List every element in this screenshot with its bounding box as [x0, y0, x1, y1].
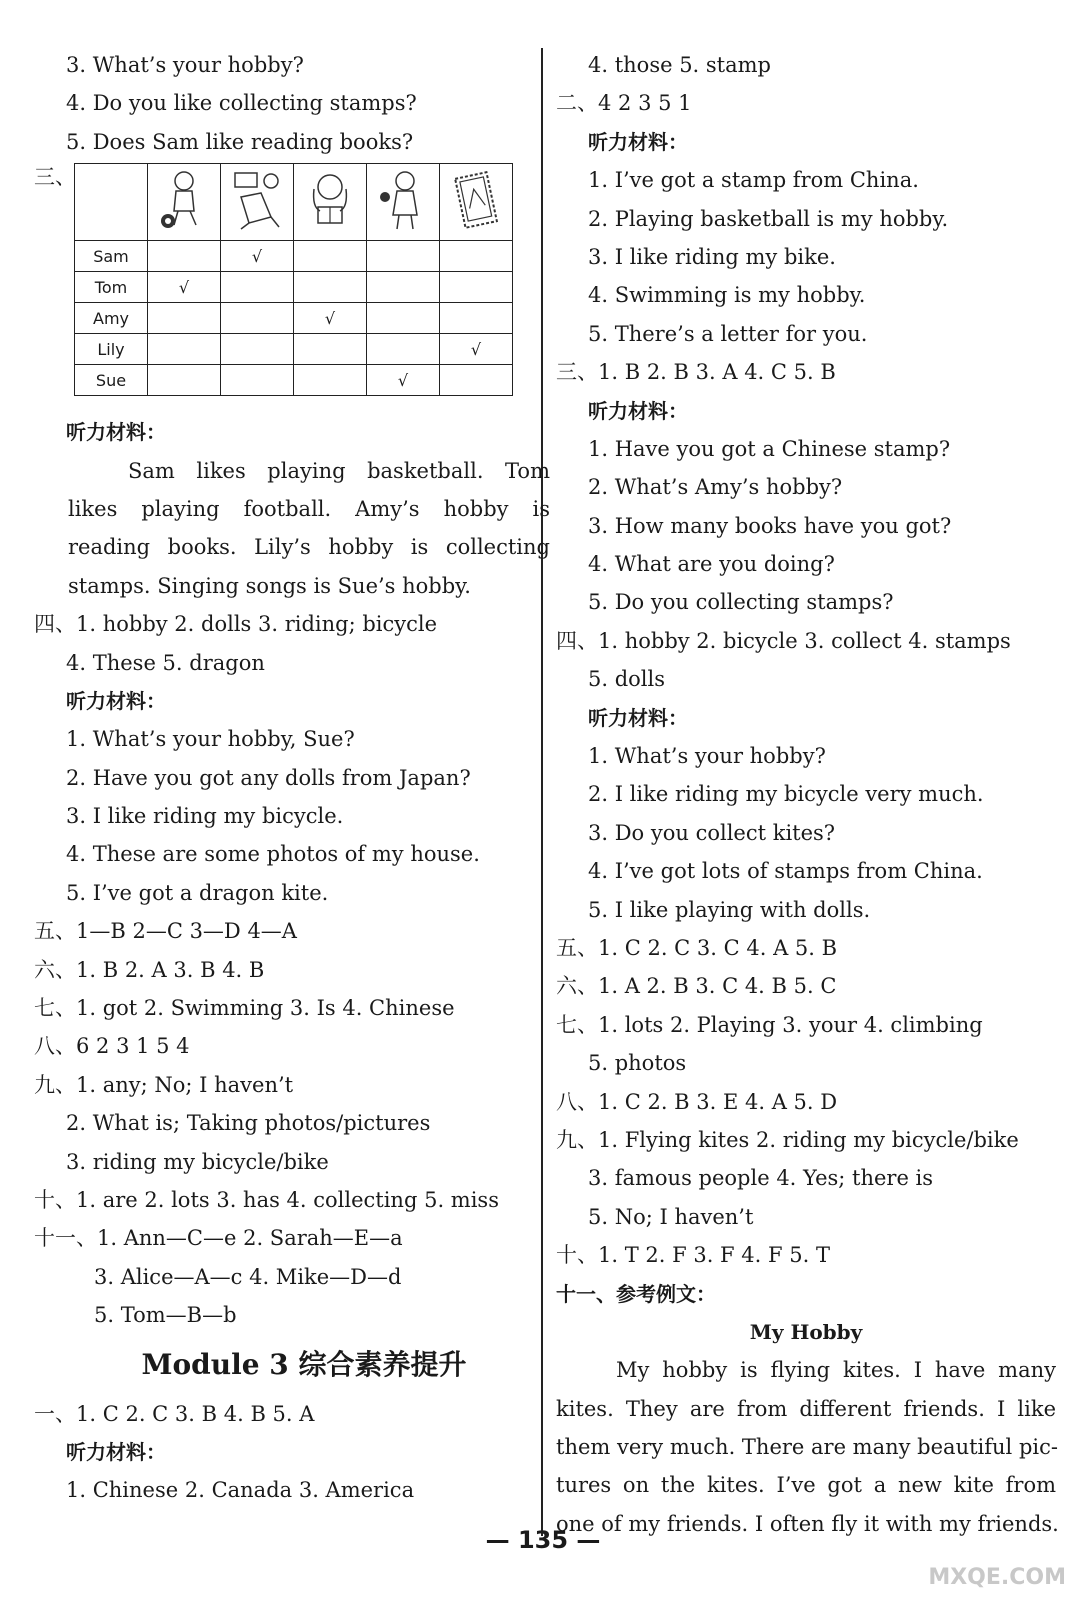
- essay-line: one of my friends. I often fly it with my friends.: [556, 1511, 1059, 1536]
- answer-line: 二、4 2 3 5 1: [556, 91, 692, 116]
- check-cell: [148, 241, 221, 272]
- answer-line: 1. I’ve got a stamp from China.: [588, 168, 919, 193]
- paragraph-line: reading books. Lily’s hobby is collecting: [68, 535, 550, 560]
- answer-line: 3. Alice—A—c 4. Mike—D—d: [94, 1264, 402, 1289]
- table-row: [75, 365, 513, 396]
- answer-line: 5. There’s a letter for you.: [588, 321, 868, 346]
- row-name: Sue: [75, 365, 148, 396]
- check-cell: [367, 272, 440, 303]
- hobby-table-block: [34, 161, 534, 413]
- check-cell: [294, 365, 367, 396]
- check-cell: √: [294, 303, 367, 334]
- check-cell: √: [221, 241, 294, 272]
- answer-line: 四、1. hobby 2. dolls 3. riding; bicycle: [34, 612, 438, 637]
- stamp-picture: [440, 164, 513, 241]
- answer-line: 五、1. C 2. C 3. C 4. A 5. B: [556, 935, 838, 960]
- answer-line: 十、1. T 2. F 3. F 4. F 5. T: [556, 1243, 830, 1268]
- check-cell: [294, 334, 367, 365]
- answer-line: 4. Swimming is my hobby.: [588, 283, 866, 308]
- answer-line: 4. Do you like collecting stamps?: [66, 91, 417, 116]
- answer-line: 七、1. lots 2. Playing 3. your 4. climbing: [556, 1012, 983, 1037]
- listening-heading: 听力材料：: [66, 1439, 166, 1464]
- check-cell: [294, 241, 367, 272]
- check-cell: √: [148, 272, 221, 303]
- check-cell: [367, 241, 440, 272]
- answer-line: 四、1. hobby 2. bicycle 3. collect 4. stamps: [556, 628, 1011, 653]
- answer-line: 九、1. Flying kites 2. riding my bicycle/bike: [556, 1127, 1019, 1152]
- answer-line: 3. How many books have you got?: [588, 513, 952, 538]
- page-number: — 135 —: [485, 1526, 601, 1554]
- listening-heading: 听力材料：: [588, 705, 688, 730]
- boy-football-icon: [154, 167, 214, 233]
- listening-heading: 听力材料：: [66, 688, 166, 713]
- answer-line: 4. I’ve got lots of stamps from China.: [588, 859, 983, 884]
- answer-line: 2. I like riding my bicycle very much.: [588, 782, 984, 807]
- check-cell: [367, 334, 440, 365]
- check-cell: [440, 241, 513, 272]
- answer-line: 2. Have you got any dolls from Japan?: [66, 765, 471, 790]
- answer-line: 3. I like riding my bike.: [588, 244, 836, 269]
- answer-line: 十一、1. Ann—C—e 2. Sarah—E—a: [34, 1226, 403, 1251]
- answer-line: 3. riding my bicycle/bike: [66, 1149, 329, 1174]
- check-cell: √: [440, 334, 513, 365]
- column-divider: [541, 48, 543, 1536]
- essay-line: My hobby is flying kites. I have many: [616, 1358, 1056, 1383]
- section-marker: 三、: [34, 165, 76, 190]
- answer-line: 2. What’s Amy’s hobby?: [588, 475, 843, 500]
- answer-line: 八、6 2 3 1 5 4: [34, 1034, 190, 1059]
- essay-title: My Hobby: [749, 1319, 863, 1344]
- girl-reading-icon: [300, 167, 360, 233]
- check-cell: [148, 334, 221, 365]
- answer-line: 5. No; I haven’t: [588, 1204, 754, 1229]
- stamp-icon: [446, 167, 506, 233]
- essay-line: tures on the kites. I’ve got a new kite from: [556, 1473, 1056, 1498]
- paragraph-line: likes playing football. Amy’s hobby is: [68, 496, 550, 521]
- basketball-player-icon: [227, 167, 287, 233]
- watermark: MXQE.COM: [928, 1565, 1066, 1590]
- listening-heading: 听力材料：: [588, 129, 688, 154]
- answer-line: 1. What’s your hobby?: [588, 744, 826, 769]
- answer-line: 1. Chinese 2. Canada 3. America: [66, 1478, 415, 1503]
- answer-line: 六、1. B 2. A 3. B 4. B: [34, 957, 265, 982]
- check-cell: [221, 334, 294, 365]
- listening-heading: 听力材料：: [588, 398, 688, 423]
- answer-line: 3. famous people 4. Yes; there is: [588, 1166, 934, 1191]
- essay-heading: 十一、参考例文：: [556, 1281, 716, 1306]
- answer-line: 3. What’s your hobby?: [66, 53, 304, 77]
- check-cell: √: [367, 365, 440, 396]
- check-cell: [367, 303, 440, 334]
- singing-picture: [367, 164, 440, 241]
- answer-line: 5. Tom—B—b: [94, 1303, 237, 1328]
- row-name: Lily: [75, 334, 148, 365]
- answer-line: 3. I like riding my bicycle.: [66, 804, 344, 829]
- answer-line: 5. I like playing with dolls.: [588, 897, 871, 922]
- answer-line: 5. photos: [588, 1051, 687, 1076]
- reading-picture: [294, 164, 367, 241]
- answer-line: 2. Playing basketball is my hobby.: [588, 206, 949, 231]
- paragraph-line: stamps. Singing songs is Sue’s hobby.: [68, 573, 471, 598]
- check-cell: [440, 303, 513, 334]
- answer-line: 5. Does Sam like reading books?: [66, 129, 414, 154]
- answer-line: 1. Have you got a Chinese stamp?: [588, 436, 951, 461]
- table-row: [75, 334, 513, 365]
- answer-line: 1. What’s your hobby, Sue?: [66, 727, 355, 752]
- answer-line: 三、1. B 2. B 3. A 4. C 5. B: [556, 360, 836, 385]
- listening-heading: 听力材料：: [66, 420, 166, 445]
- table-row: [75, 303, 513, 334]
- answer-line: 一、1. C 2. C 3. B 4. B 5. A: [34, 1401, 315, 1426]
- check-cell: [221, 272, 294, 303]
- answer-line: 九、1. any; No; I haven’t: [34, 1072, 294, 1097]
- answer-line: 2. What is; Taking photos/pictures: [66, 1111, 431, 1136]
- answer-line: 4. those 5. stamp: [588, 53, 772, 77]
- left-column: [34, 46, 550, 1510]
- check-cell: [440, 272, 513, 303]
- check-cell: [294, 272, 367, 303]
- listening-paragraph: [34, 452, 550, 606]
- answer-line: 六、1. A 2. B 3. C 4. B 5. C: [556, 974, 837, 999]
- answer-line: 五、1—B 2—C 3—D 4—A: [34, 919, 297, 944]
- right-column: [556, 46, 1059, 1543]
- row-name: Sam: [75, 241, 148, 272]
- answer-line: 4. These 5. dragon: [66, 650, 265, 675]
- answer-line: 4. These are some photos of my house.: [66, 842, 480, 867]
- answer-line: 3. Do you collect kites?: [588, 820, 836, 845]
- answer-line: 5. I’ve got a dragon kite.: [66, 880, 329, 905]
- answer-line: 七、1. got 2. Swimming 3. Is 4. Chinese: [34, 996, 455, 1021]
- answer-line: 5. Do you collecting stamps?: [588, 590, 894, 615]
- hobby-table: [74, 163, 513, 396]
- check-cell: [221, 365, 294, 396]
- essay-paragraph: [556, 1351, 1059, 1543]
- check-cell: [221, 303, 294, 334]
- check-cell: [148, 303, 221, 334]
- answer-line: 5. dolls: [588, 667, 666, 692]
- table-row: [75, 241, 513, 272]
- row-name: Amy: [75, 303, 148, 334]
- essay-line: them very much. There are many beautiful pic-: [556, 1435, 1058, 1460]
- girl-singing-icon: [373, 167, 433, 233]
- check-cell: [440, 365, 513, 396]
- answer-line: 4. What are you doing?: [588, 552, 835, 577]
- answer-line: 十、1. are 2. lots 3. has 4. collecting 5. miss: [34, 1187, 499, 1212]
- table-row: [75, 272, 513, 303]
- basketball-picture: [221, 164, 294, 241]
- check-cell: [148, 365, 221, 396]
- answer-line: 八、1. C 2. B 3. E 4. A 5. D: [556, 1089, 838, 1114]
- table-corner-cell: [75, 164, 148, 241]
- essay-line: kites. They are from different friends. I like: [556, 1396, 1056, 1421]
- football-picture: [148, 164, 221, 241]
- row-name: Tom: [75, 272, 148, 303]
- module-title: Module 3 综合素养提升: [141, 1347, 467, 1381]
- table-header-row: [75, 164, 513, 241]
- paragraph-line: Sam likes playing basketball. Tom: [128, 458, 550, 483]
